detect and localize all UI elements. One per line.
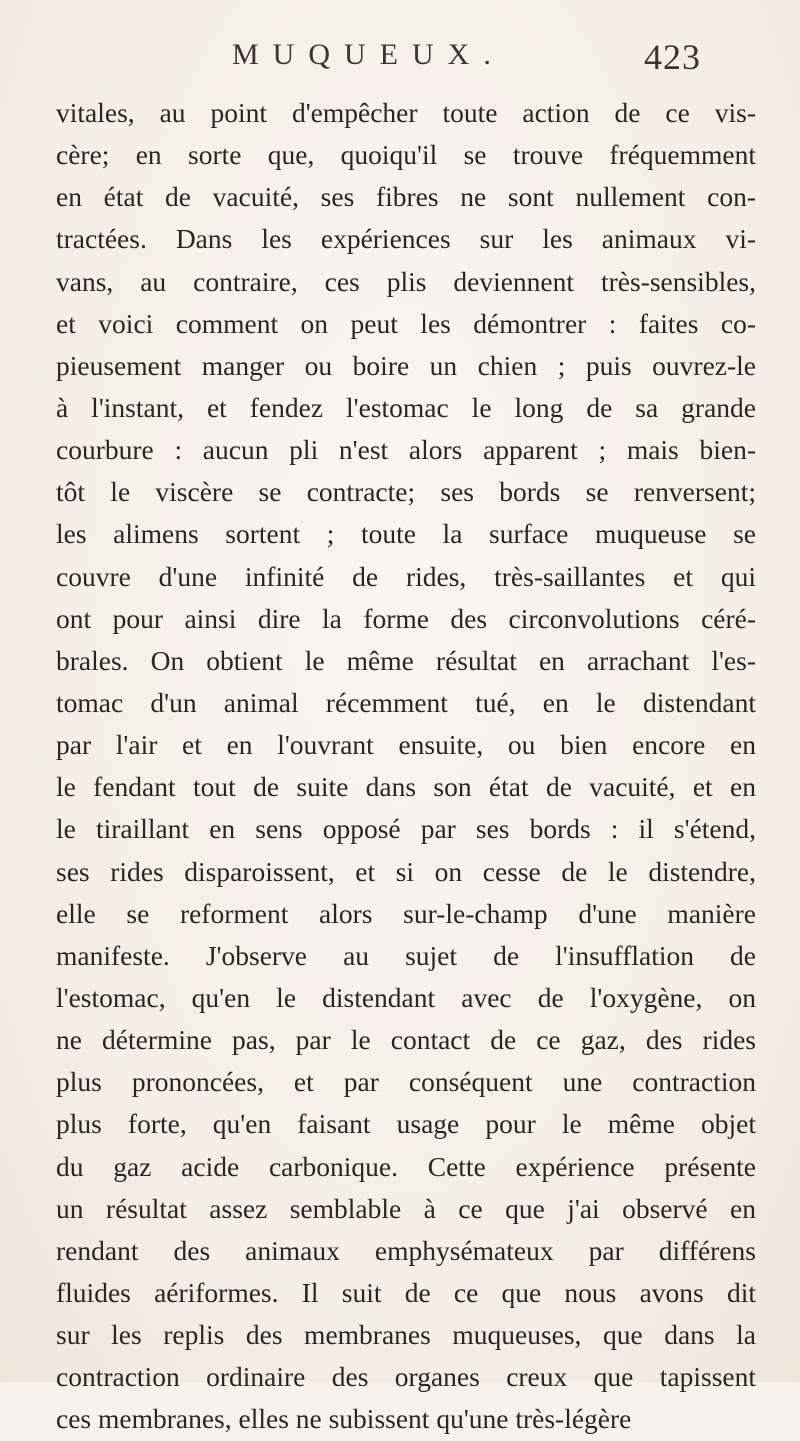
text-line: couvre d'une infinité de rides, très-saillantes et qui <box>56 560 756 592</box>
text-line: et voici comment on peut les démontrer : faites co- <box>56 307 756 339</box>
text-line: fluides aériformes. Il suit de ce que nous avons dit <box>56 1276 756 1308</box>
text-line: le fendant tout de suite dans son état de vacuité, et en <box>56 771 756 803</box>
text-line: elle se reforment alors sur-le-champ d'une manière <box>56 897 756 929</box>
running-head <box>0 34 800 84</box>
text-line: tractées. Dans les expériences sur les animaux vi- <box>56 223 756 255</box>
text-line: l'estomac, qu'en le distendant avec de l'oxygène, on <box>56 981 756 1013</box>
text-line: ses rides disparoissent, et si on cesse de le distendre, <box>56 855 756 887</box>
text-line: brales. On obtient le même résultat en arrachant l'es- <box>56 644 756 676</box>
page-number: 423 <box>644 37 701 77</box>
text-line: par l'air et en l'ouvrant ensuite, ou bien encore en <box>56 729 756 761</box>
text-line: tôt le viscère se contracte; ses bords se renversent; <box>56 476 756 508</box>
text-line: courbure : aucun pli n'est alors apparent ; mais bien- <box>56 434 756 466</box>
body-text <box>56 92 756 1441</box>
text-line: un résultat assez semblable à ce que j'ai observé en <box>56 1192 756 1224</box>
text-line: rendant des animaux emphysémateux par différens <box>56 1234 756 1266</box>
text-line: en état de vacuité, ses fibres ne sont nullement con- <box>56 181 756 213</box>
text-line: cère; en sorte que, quoiqu'il se trouve fréquemment <box>56 139 756 171</box>
text-line: sur les replis des membranes muqueuses, que dans la <box>56 1319 756 1351</box>
text-line: pieusement manger ou boire un chien ; puis ouvrez-le <box>56 349 756 381</box>
text-line: tomac d'un animal récemment tué, en le distendant <box>56 686 756 718</box>
running-title: MUQUEUX. <box>232 38 505 71</box>
text-line: manifeste. J'observe au sujet de l'insufflation de <box>56 939 756 971</box>
text-line: ces membranes, elles ne subissent qu'une très-légère <box>56 1403 632 1435</box>
text-line: à l'instant, et fendez l'estomac le long de sa grande <box>56 391 756 423</box>
text-line: ont pour ainsi dire la forme des circonvolutions céré- <box>56 602 756 634</box>
text-line: le tiraillant en sens opposé par ses bords : il s'étend, <box>56 813 756 845</box>
text-line: vitales, au point d'empêcher toute action de ce vis- <box>56 97 756 128</box>
text-line: plus prononcées, et par conséquent une contraction <box>56 1066 756 1098</box>
text-line: plus forte, qu'en faisant usage pour le même objet <box>56 1108 756 1140</box>
text-line: du gaz acide carbonique. Cette expérience présente <box>56 1150 756 1182</box>
text-line: vans, au contraire, ces plis deviennent très-sensibles, <box>56 265 756 297</box>
text-line: ne détermine pas, par le contact de ce gaz, des rides <box>56 1024 756 1056</box>
text-line: les alimens sortent ; toute la surface muqueuse se <box>56 518 756 550</box>
text-line: contraction ordinaire des organes creux que tapissent <box>56 1361 756 1393</box>
